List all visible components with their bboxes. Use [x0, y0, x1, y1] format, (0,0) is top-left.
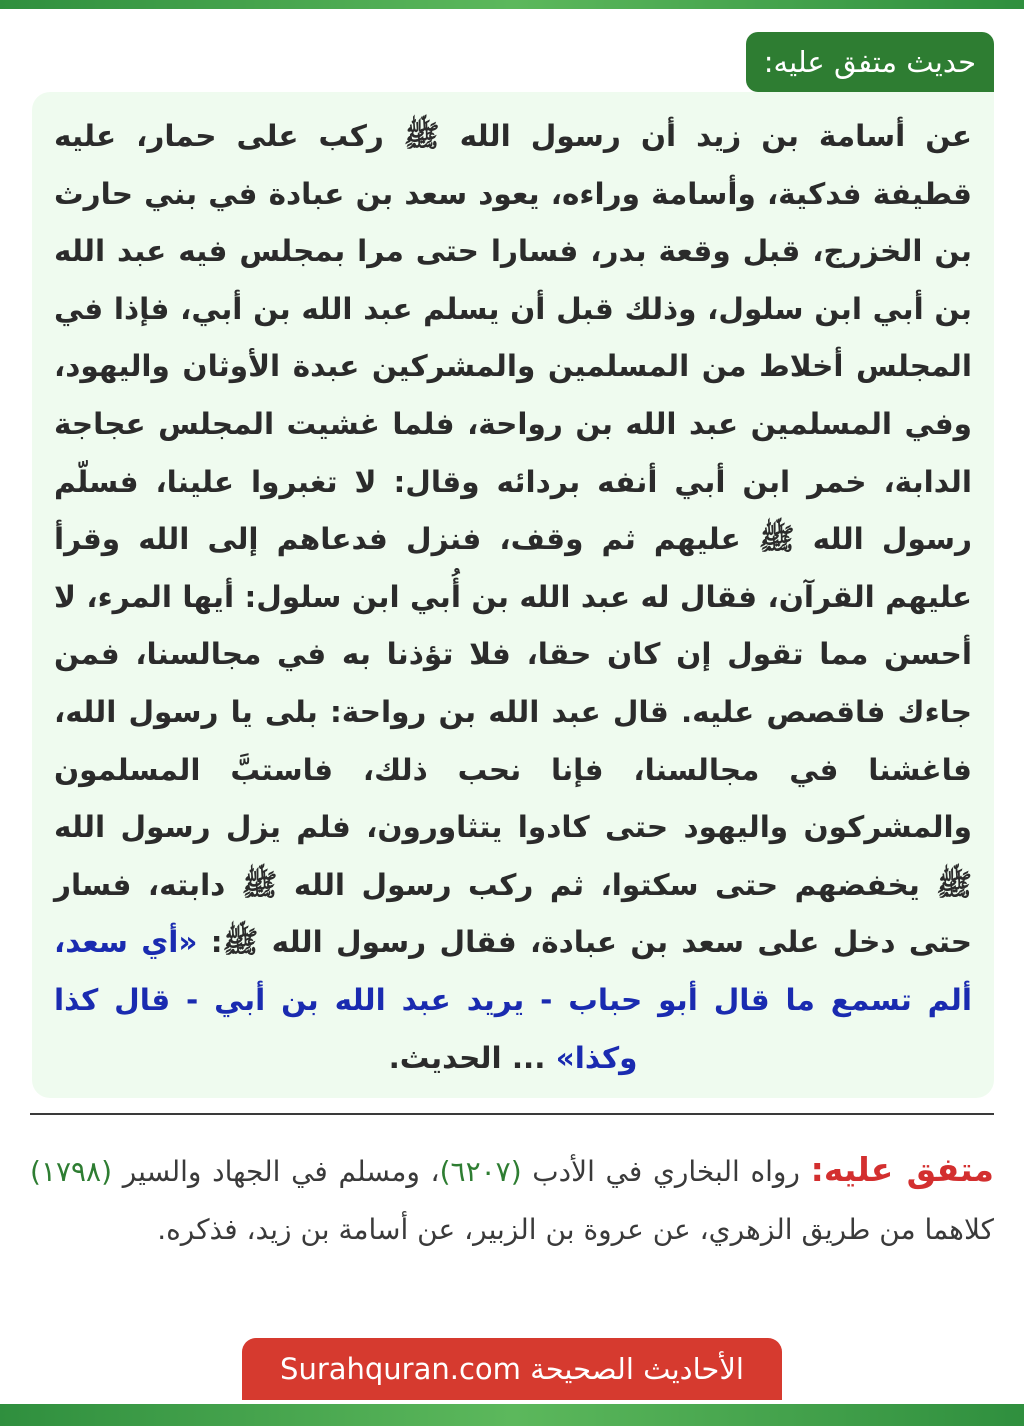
hadith-text-box — [32, 92, 994, 1098]
source-text-1: رواه البخاري في الأدب — [521, 1155, 811, 1188]
site-badge[interactable]: الأحاديث الصحيحة Surahquran.com — [242, 1338, 782, 1400]
hadith-ending: ... الحديث. — [388, 1040, 556, 1075]
hadith-narration: عن أسامة بن زيد أن رسول الله ﷺ ركب على حمار، عليه قطيفة فدكية، وأسامة وراءه، يعود سعد بن عبادة في بني حارث بن الخزرج، قبل وقعة بدر، فسارا حتى مرا بمجلس فيه عبد الله بن أبي ابن سلول، وذلك قبل أن يسلم عبد الله بن أبي، فإذا في المجلس أخلاط من المسلمين والمشركين عبدة الأوثان واليهود، وفي المسلمين عبد الله بن رواحة، فلما غشيت المجلس عجاجة الدابة، خمر ابن أبي أنفه بردائه وقال: لا تغبروا علينا، فسلّم رسول الله ﷺ عليهم ثم وقف، فنزل فدعاهم إلى الله وقرأ عليهم القرآن، فقال له عبد الله بن أُبي ابن سلول: أيها المرء، لا أحسن مما تقول إن كان حقا، فلا تؤذنا به في مجالسنا، فمن جاءك فاقصص عليه. قال عبد الله بن رواحة: بلى يا رسول الله، فاغشنا في مجالسنا، فإنا نحب ذلك، فاستبَّ المسلمون والمشركون واليهود حتى كادوا يتثاورون، فلم يزل رسول الله ﷺ يخفضهم حتى سكتوا، ثم ركب رسول الله ﷺ دابته، فسار حتى دخل على سعد بن عبادة، فقال رسول الله ﷺ: — [54, 119, 973, 960]
top-decorative-bar — [0, 0, 1024, 9]
divider-line — [30, 1113, 994, 1115]
prophet-quote: «أي سعد، ألم تسمع ما قال أبو حباب - يريد عبد الله بن أبي - قال كذا وكذا» — [54, 925, 972, 1075]
hadith-type-label: حديث متفق عليه: — [746, 32, 994, 92]
source-text-2: ، ومسلم في الجهاد والسير — [112, 1155, 440, 1188]
source-title: متفق عليه: — [810, 1150, 994, 1189]
muslim-reference: (١٧٩٨) — [30, 1155, 113, 1188]
bukhari-reference: (٦٢٠٧) — [439, 1155, 522, 1188]
bottom-decorative-bar — [0, 1404, 1024, 1426]
hadith-paragraph — [54, 108, 972, 1087]
source-paragraph — [30, 1141, 994, 1259]
source-text-3: كلاهما من طريق الزهري، عن عروة بن الزبير، عن أسامة بن زيد، فذكره. — [157, 1213, 994, 1246]
